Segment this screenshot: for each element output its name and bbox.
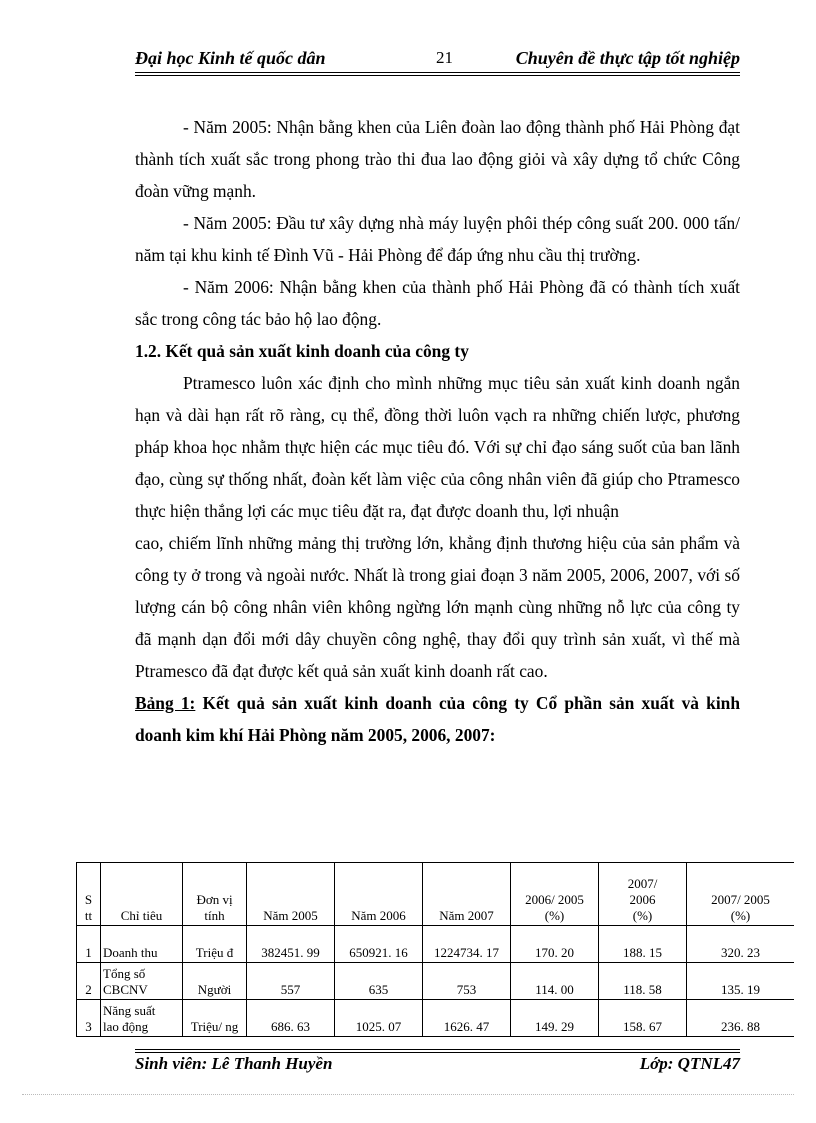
cell-2006: 650921. 16 [335,926,423,963]
col-header-ratio-2007-2006: 2007/ 2006 (%) [599,863,687,926]
col-header-ratio-2007-2005: 2007/ 2005 (%) [687,863,795,926]
paragraph-business-results: cao, chiếm lĩnh những mảng thị trường lớn, khẳng định thương hiệu của sản phẩm và công ty ở trong và ngoài nước. Nhất là trong giai đoạn 3 năm 2005, 2006, 2007, với số lượng cán bộ công nhân viên không ngừng lớn mạnh cùng những nỗ lực của công ty đã mạnh dạn đổi mới dây chuyền công nghệ, thay đổi quy trình sản xuất, vì thế mà Ptramesco đã đạt được kết quả sản xuất kinh doanh rất cao. [135,533,740,681]
cell-2006: 1025. 07 [335,1000,423,1037]
cell-stt: 3 [77,1000,101,1037]
page-bottom-dotted-line [22,1094,794,1095]
cell-indicator: Doanh thu [101,926,183,963]
paragraph-investment-2005: - Năm 2005: Đầu tư xây dựng nhà máy luyện phôi thép công suất 200. 000 tấn/ năm tại khu kinh tế Đình Vũ - Hải Phòng để đáp ứng nhu cầu thị trường. [135,213,740,265]
header-rule-thin [135,75,740,76]
cell-2005: 382451. 99 [247,926,335,963]
col-header-2005: Năm 2005 [247,863,335,926]
cell-ratio-2: 158. 67 [599,1000,687,1037]
cell-unit: Người [183,963,247,1000]
cell-2005: 557 [247,963,335,1000]
col-header-2006: Năm 2006 [335,863,423,926]
table-row [77,963,795,1000]
table-caption [135,687,740,751]
footer-rule [135,1049,740,1050]
col-header-ratio-2006-2005: 2006/ 2005 (%) [511,863,599,926]
cell-2006: 635 [335,963,423,1000]
cell-ratio-1: 170. 20 [511,926,599,963]
page-body [135,111,740,751]
cell-stt: 2 [77,963,101,1000]
table-caption-text: Kết quả sản xuất kinh doanh của công ty Cổ phần sản xuất và kinh doanh kim khí Hải Phòng năm 2005, 2006, 2007: [135,693,741,745]
cell-stt: 1 [77,926,101,963]
cell-2007: 753 [423,963,511,1000]
cell-unit: Triệu/ ng [183,1000,247,1037]
header-university: Đại học Kinh tế quốc dân [135,48,326,68]
cell-ratio-3: 236. 88 [687,1000,795,1037]
col-header-stt: S tt [77,863,101,926]
table-row [77,926,795,963]
cell-ratio-1: 149. 29 [511,1000,599,1037]
col-header-unit: Đơn vị tính [183,863,247,926]
cell-indicator: Tổng số CBCNV [101,963,183,1000]
paragraph-business-goals: Ptramesco luôn xác định cho mình những mục tiêu sản xuất kinh doanh ngắn hạn và dài hạn rất rõ ràng, cụ thể, đồng thời luôn vạch ra những chiến lược, phương pháp khoa học nhằm thực hiện các mục tiêu đó. Với sự chỉ đạo sáng suốt của ban lãnh đạo, cùng sự thống nhất, đoàn kết làm việc của công nhân viên đã giúp cho Ptramesco thực hiện thắng lợi các mục tiêu đặt ra, đạt được doanh thu, lợi nhuận [135,373,740,521]
cell-ratio-1: 114. 00 [511,963,599,1000]
cell-indicator: Năng suất lao động [101,1000,183,1037]
results-table-container [76,862,794,1046]
cell-ratio-2: 188. 15 [599,926,687,963]
cell-ratio-3: 320. 23 [687,926,795,963]
cell-2007: 1224734. 17 [423,926,511,963]
paragraph-award-2006: - Năm 2006: Nhận bằng khen của thành phố Hải Phòng đã có thành tích xuất sắc trong công tác bảo hộ lao động. [135,277,740,329]
section-heading: 1.2. Kết quả sản xuất kinh doanh của công ty [135,341,469,361]
header-rule [135,72,740,73]
footer-class: Lớp: QTNL47 [639,1054,740,1073]
paragraph-award-2005: - Năm 2005: Nhận bằng khen của Liên đoàn lao động thành phố Hải Phòng đạt thành tích xuất sắc trong phong trào thi đua lao động giỏi và xây dựng tổ chức Công đoàn vững mạnh. [135,117,740,201]
footer-rule-thin [135,1052,740,1053]
col-header-2007: Năm 2007 [423,863,511,926]
table-header-row [77,863,795,926]
cell-ratio-3: 135. 19 [687,963,795,1000]
cell-unit: Triệu đ [183,926,247,963]
col-header-indicator: Chỉ tiêu [101,863,183,926]
results-table [76,862,794,1037]
table-row [77,1000,795,1037]
cell-2005: 686. 63 [247,1000,335,1037]
cell-2007: 1626. 47 [423,1000,511,1037]
header-document-type: Chuyên đề thực tập tốt nghiệp [515,48,740,68]
table-caption-label: Bảng 1: [135,693,196,713]
footer-student: Sinh viên: Lê Thanh Huyền [135,1054,333,1073]
page-number: 21 [436,48,453,67]
cell-ratio-2: 118. 58 [599,963,687,1000]
